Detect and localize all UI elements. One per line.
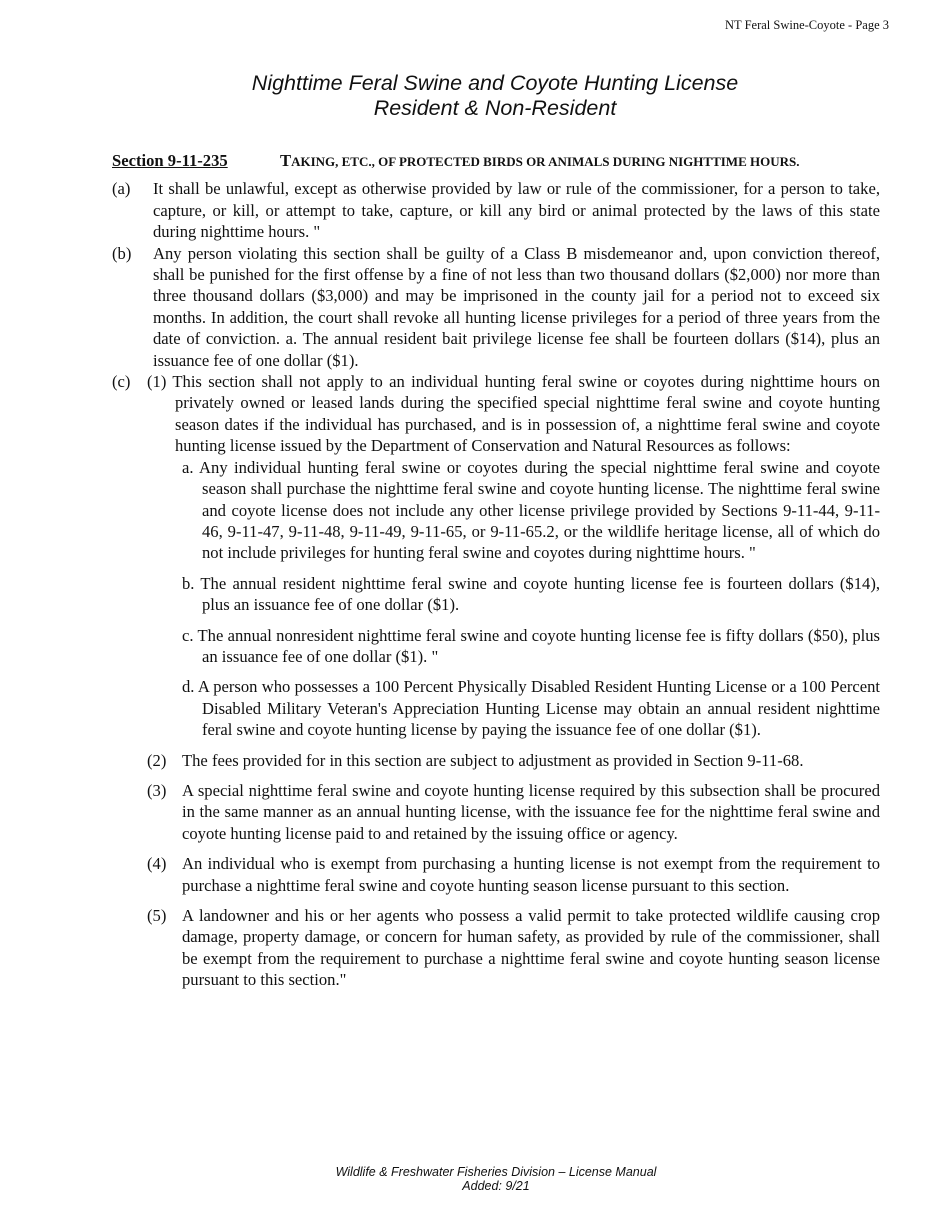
item-5 xyxy=(112,905,880,991)
page-title xyxy=(0,71,950,121)
paragraph-a-label: (a) xyxy=(112,179,131,199)
document-body xyxy=(112,150,880,991)
paragraph-b xyxy=(112,243,880,371)
footer-line-1: Wildlife & Freshwater Fisheries Division – License Manual xyxy=(335,1165,657,1179)
footer-line-2: Added: 9/21 xyxy=(462,1179,530,1193)
subitem-a: a. Any individual hunting feral swine or coyotes during the special nighttime feral swine and coyote season shall purchase the nighttime feral swine and coyote hunting license. The nighttime feral swine and coyote license does not include any other license privilege provided by Sections 9-11-44, 9-11-46, 9-11-47, 9-11-48, 9-11-49, 9-11-65, or 9-11-65.2, or the wildlife heritage license, all of which do not include privileges for hunting feral swine and coyotes during nighttime hours. " xyxy=(182,457,880,563)
item-1-text: This section shall not apply to an individual hunting feral swine or coyotes during nighttime hours on privately owned or leased lands during the specified special nighttime feral swine and coyote hunting season dates if the individual has purchased, and is in possession of, a nighttime feral swine and coyote hunting license issued by the Department of Conservation and Natural Resources as follows: xyxy=(172,372,880,456)
item-2-label: (2) xyxy=(147,750,167,770)
item-3-label: (3) xyxy=(147,780,167,800)
item-4-text: An individual who is exempt from purchasing a hunting license is not exempt from the requirement to purchase a nighttime feral swine and coyote hunting season license pursuant to this section. xyxy=(182,854,880,895)
paragraph-a-text: It shall be unlawful, except as otherwise provided by law or rule of the commissioner, for a person to take, capture, or kill, or attempt to take, capture, or kill any bird or animal protected by the laws of this state during nighttime hours. " xyxy=(153,179,880,242)
item-2 xyxy=(112,750,880,771)
title-line-2: Resident & Non-Resident xyxy=(373,96,617,120)
item-2-text: The fees provided for in this section are subject to adjustment as provided in Section 9-11-68. xyxy=(182,750,804,770)
item-3-text: A special nighttime feral swine and coyote hunting license required by this subsection shall be procured in the same manner as an annual hunting license, with the issuance fee for the nighttime feral swine and coyote hunting license paid to and retained by the issuing office or agency. xyxy=(182,780,880,843)
item-1-label: (1) xyxy=(147,372,167,392)
paragraph-b-text: Any person violating this section shall be guilty of a Class B misdemeanor and, upon conviction thereof, shall be punished for the first offense by a fine of not less than two thousand dollars ($2,000) nor more than three thousand dollars ($3,000) and may be imprisoned in the county jail for a period not to exceed six months. In addition, the court shall revoke all hunting license privileges for a period of three years from the date of conviction. a. The annual resident bait privilege license fee shall be fourteen dollars ($14), plus an issuance fee of one dollar ($1). xyxy=(153,243,880,370)
page-header-label: NT Feral Swine-Coyote - Page 3 xyxy=(725,18,889,32)
paragraph-c-item-1 xyxy=(112,371,880,457)
item-5-text: A landowner and his or her agents who possess a valid permit to take protected wildlife causing crop damage, property damage, or concern for human safety, as provided by rule of the commissioner, shall be exempt from the requirement to purchase a nighttime feral swine and coyote hunting season license pursuant to this section." xyxy=(182,906,880,990)
item-5-label: (5) xyxy=(147,906,167,925)
section-title xyxy=(280,151,799,170)
item-4 xyxy=(112,853,880,896)
section-number: Section 9-11-235 xyxy=(112,151,228,170)
paragraph-a xyxy=(112,178,880,242)
paragraph-c-label: (c) xyxy=(112,372,131,392)
section-title-initial: T xyxy=(280,151,292,170)
paragraph-b-label: (b) xyxy=(112,243,132,263)
section-title-rest: AKING, ETC., OF PROTECTED BIRDS OR ANIMALS DURING NIGHTTIME HOURS. xyxy=(291,154,800,169)
subitem-d: d. A person who possesses a 100 Percent Physically Disabled Resident Hunting License or a 100 Percent Disabled Military Veteran's Appreciation Hunting License may obtain an annual resident nighttime feral swine and coyote hunting license by paying the issuance fee of one dollar ($1). xyxy=(182,677,880,740)
subitem-b: b. The annual resident nighttime feral swine and coyote hunting license fee is fourteen dollars ($14), plus an issuance fee of one dollar ($1). xyxy=(182,573,880,615)
item-4-label: (4) xyxy=(147,854,167,874)
item-3 xyxy=(112,780,880,844)
title-line-1: Nighttime Feral Swine and Coyote Hunting License xyxy=(251,71,739,95)
section-heading xyxy=(112,150,880,172)
subitem-c: c. The annual nonresident nighttime feral swine and coyote hunting license fee is fifty dollars ($50), plus an issuance fee of one dollar ($1). " xyxy=(182,625,880,666)
page-footer xyxy=(0,1165,950,1193)
